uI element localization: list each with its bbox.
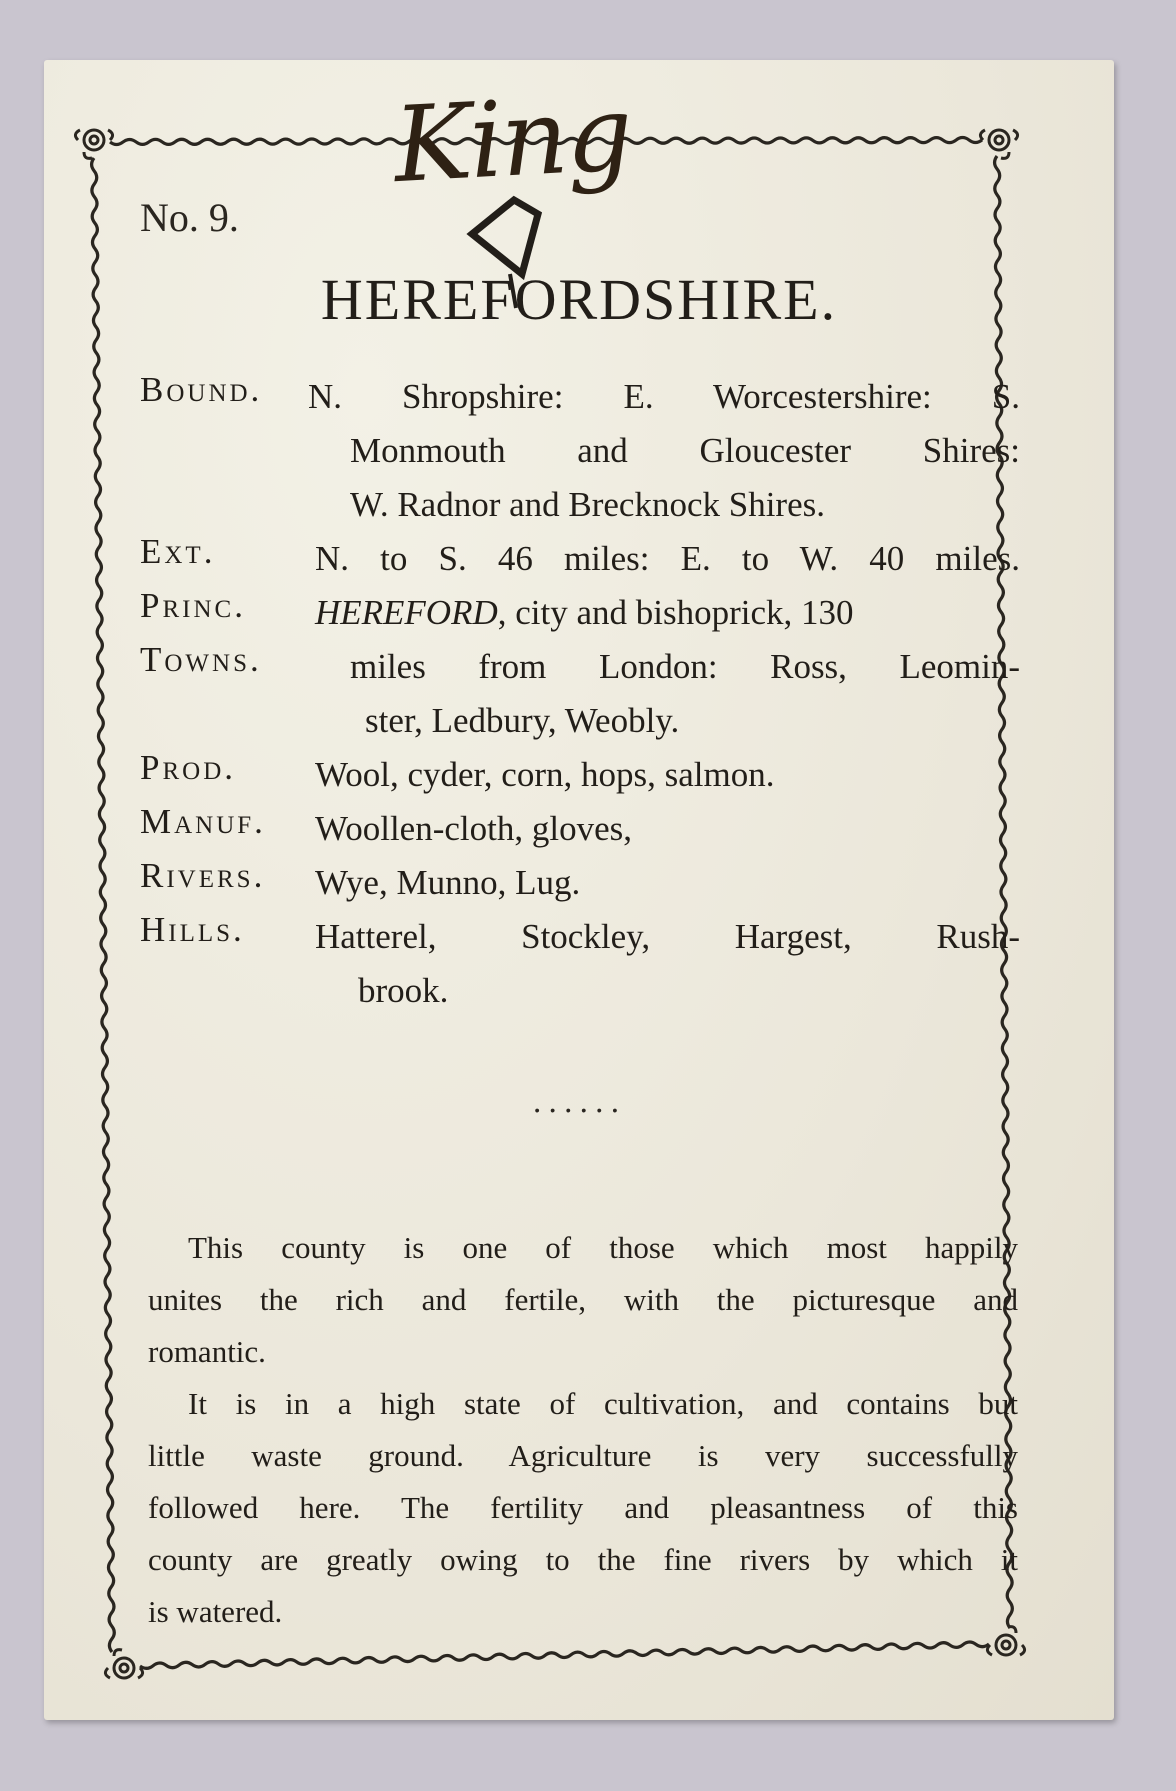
- entry-line: miles from London: Ross, Leomin-: [350, 647, 1020, 686]
- entry-ext: [140, 532, 1020, 586]
- entry-line-rest: , city and bishoprick, 130: [497, 593, 854, 632]
- entry-line: [315, 586, 1020, 640]
- entry-label: Rivers.: [140, 856, 266, 895]
- handwritten-annotation: King: [390, 71, 634, 207]
- entry-prod: [140, 748, 1020, 802]
- separator-dots: ......: [532, 1085, 626, 1120]
- entry-label: Princ.: [140, 586, 246, 625]
- entry-line: W. Radnor and Brecknock Shires.: [350, 485, 825, 524]
- entry-line: brook.: [358, 971, 449, 1010]
- paragraph-line: little waste ground. Agriculture is very successfully: [148, 1438, 1018, 1473]
- entry-label: Bound.: [140, 370, 263, 409]
- county-title: HEREFORDSHIRE.: [320, 267, 838, 332]
- border-bottom: [140, 1642, 989, 1668]
- paragraph-cultivation: [148, 1378, 1018, 1638]
- border-left: [92, 158, 115, 1652]
- principal-city: HEREFORD: [315, 593, 498, 632]
- entry-label: Manuf.: [140, 802, 266, 841]
- paragraph-line: It is in a high state of cultivation, and contains but: [188, 1386, 1018, 1421]
- county-facts: [140, 370, 1020, 1018]
- entry-line: ster, Ledbury, Weobly.: [365, 701, 680, 740]
- playing-card: [44, 60, 1114, 1720]
- entry-hills: [140, 910, 1020, 1018]
- entry-principal-towns: [140, 586, 1020, 748]
- corner-ornament-tr: [980, 130, 1017, 158]
- paragraph-line: is watered.: [148, 1594, 283, 1629]
- entry-bound: [140, 370, 1020, 532]
- card-number: No. 9.: [140, 195, 239, 240]
- entry-label: Ext.: [140, 532, 216, 571]
- paragraph-line: unites the rich and fertile, with the picturesque and: [148, 1282, 1018, 1317]
- entry-label: Hills.: [140, 910, 245, 949]
- entry-line: Woollen-cloth, gloves,: [315, 809, 632, 848]
- entry-label: Towns.: [140, 640, 262, 679]
- paragraph-line: This county is one of those which most happily: [188, 1230, 1018, 1265]
- paragraph-line: romantic.: [148, 1334, 266, 1369]
- entry-label: Prod.: [140, 748, 236, 787]
- entry-line: N. to S. 46 miles: E. to W. 40 miles.: [315, 539, 1020, 578]
- entry-line: Monmouth and Gloucester Shires:: [350, 431, 1020, 470]
- entry-rivers: [140, 856, 1020, 910]
- paragraph-line: followed here. The fertility and pleasantness of this: [148, 1490, 1018, 1525]
- entry-line: Wye, Munno, Lug.: [315, 863, 581, 902]
- paragraph-intro: [148, 1222, 1018, 1378]
- entry-line: N. Shropshire: E. Worcestershire: S.: [308, 377, 1020, 416]
- corner-ornament-tl: [75, 130, 112, 158]
- corner-ornament-bl: [105, 1650, 142, 1678]
- entry-line: Wool, cyder, corn, hops, salmon.: [315, 755, 775, 794]
- paragraph-line: county are greatly owing to the fine rivers by which it: [148, 1542, 1018, 1577]
- entry-line: Hatterel, Stockley, Hargest, Rush-: [315, 917, 1020, 956]
- entry-manuf: [140, 802, 1020, 856]
